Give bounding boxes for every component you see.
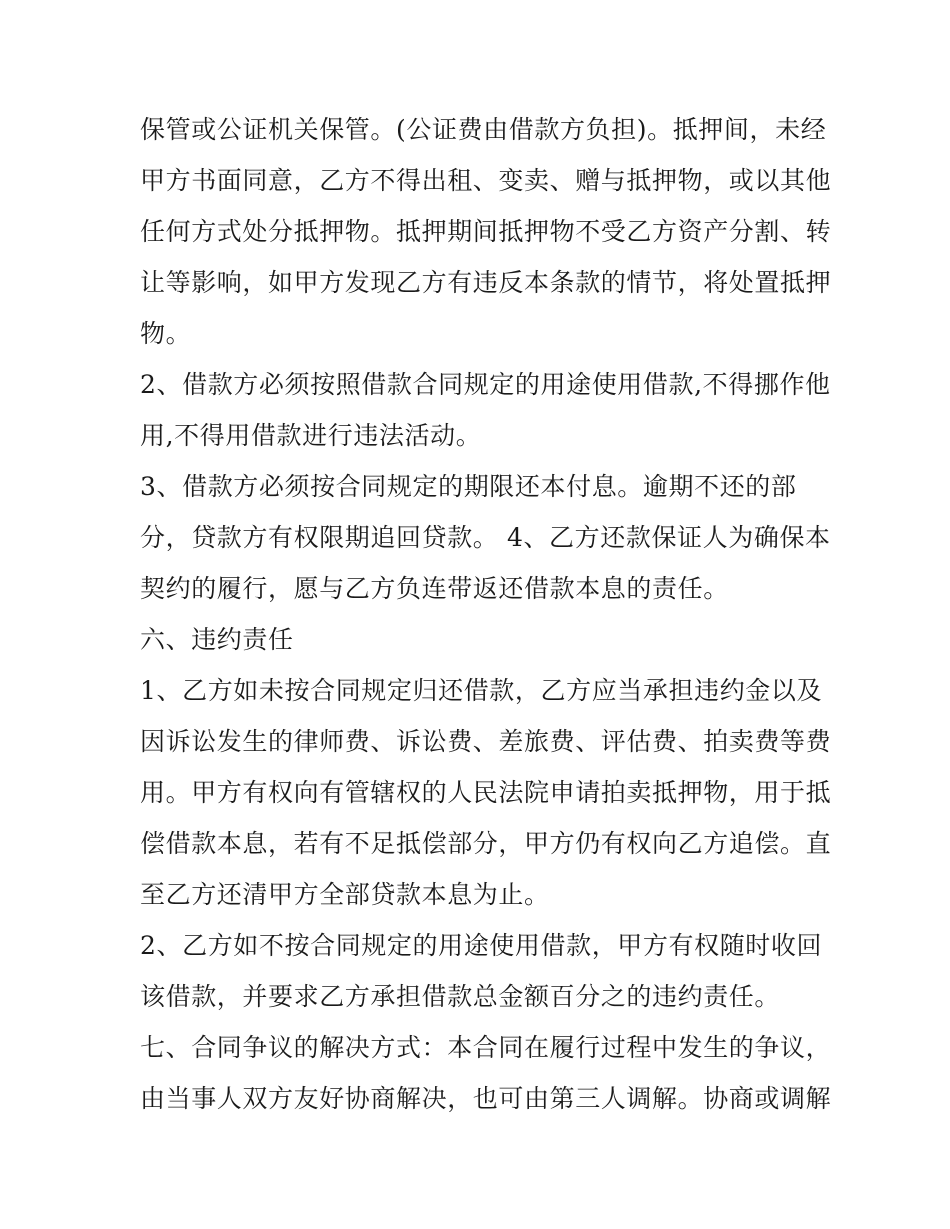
text-line: 2、乙方如不按合同规定的用途使用借款，甲方有权随时收回 — [140, 931, 823, 960]
text-line: 契约的履行，愿与乙方负连带返还借款本息的责任。 — [140, 574, 729, 603]
section-heading: 六、违约责任 — [140, 625, 294, 654]
text-line: 分，贷款方有权限期追回贷款。 4、乙方还款保证人为确保本 — [140, 523, 831, 552]
text-line: 让等影响，如甲方发现乙方有违反本条款的情节，将处置抵押 — [140, 268, 832, 297]
text-line: 任何方式处分抵押物。抵押期间抵押物不受乙方资产分割、转 — [140, 217, 832, 246]
text-line: 该借款，并要求乙方承担借款总金额百分之的违约责任。 — [140, 982, 781, 1011]
text-line: 保管或公证机关保管。(公证费由借款方负担)。抵押间，未经 — [140, 115, 827, 144]
text-line: 甲方书面同意，乙方不得出租、变卖、赠与抵押物，或以其他 — [140, 166, 832, 195]
text-line: 至乙方还清甲方全部贷款本息为止。 — [140, 880, 550, 909]
document-body — [140, 104, 832, 1124]
section-heading: 七、合同争议的解决方式：本合同在履行过程中发生的争议， — [140, 1033, 832, 1062]
text-line: 因诉讼发生的律师费、诉讼费、差旅费、评估费、拍卖费等费 — [140, 727, 832, 756]
text-line: 由当事人双方友好协商解决，也可由第三人调解。协商或调解 — [140, 1084, 832, 1113]
text-line: 3、借款方必须按合同规定的期限还本付息。逾期不还的部 — [140, 472, 797, 501]
text-line: 用,不得用借款进行违法活动。 — [140, 421, 482, 450]
text-line: 2、借款方必须按照借款合同规定的用途使用借款,不得挪作他 — [140, 370, 831, 399]
text-line: 用。甲方有权向有管辖权的人民法院申请拍卖抵押物，用于抵 — [140, 778, 832, 807]
text-line: 物。 — [140, 319, 192, 348]
text-line: 偿借款本息，若有不足抵偿部分，甲方仍有权向乙方追偿。直 — [140, 829, 832, 858]
text-line: 1、乙方如未按合同规定归还借款，乙方应当承担违约金以及 — [140, 676, 823, 705]
